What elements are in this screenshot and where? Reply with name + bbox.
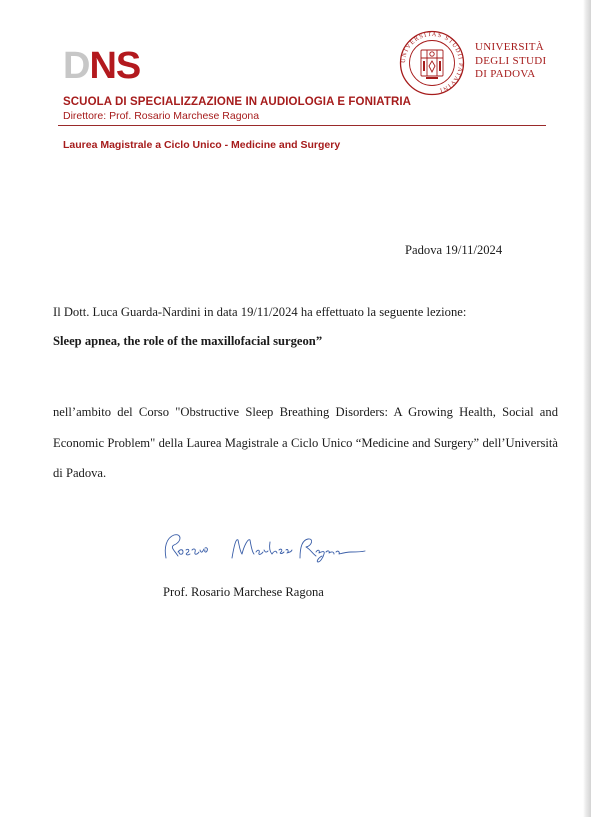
course-context: nell’ambito del Corso "Obstructive Sleep Breathing Disorders: A Growing Health, Social and Economic Problem" della Laurea Magistrale a Ciclo Unico “Medicine and Surgery” dell’Università di Padova. <box>53 405 558 480</box>
dns-logo-d: D <box>63 45 90 87</box>
letter-intro: Il Dott. Luca Guarda-Nardini in data 19/11/2024 ha effettuato la seguente lezione: <box>53 305 467 319</box>
university-seal-icon <box>399 30 465 96</box>
page-edge-shadow <box>583 0 591 817</box>
university-name-line3: DI PADOVA <box>475 68 536 80</box>
university-name-line1: UNIVERSITÀ <box>475 41 544 53</box>
signature-icon <box>160 528 370 568</box>
university-name <box>475 41 555 82</box>
director-line: Direttore: Prof. Rosario Marchese Ragona <box>63 110 260 122</box>
dns-logo-ns: NS <box>89 45 141 87</box>
university-name-line2: DEGLI STUDI <box>475 54 547 67</box>
lecture-title: Sleep apnea, the role of the maxillofacial surgeon” <box>53 334 323 348</box>
dns-logo <box>63 46 140 86</box>
degree-program: Laurea Magistrale a Ciclo Unico - Medicine and Surgery <box>63 139 341 151</box>
signer-name: Prof. Rosario Marchese Ragona <box>163 585 324 599</box>
header-divider <box>58 125 546 126</box>
letter-date: Padova 19/11/2024 <box>405 243 503 257</box>
school-title: SCUOLA DI SPECIALIZZAZIONE IN AUDIOLOGIA E FONIATRIA <box>63 96 412 108</box>
seal-ring-text: UNIVERSITAS STUDII PATAVINI <box>399 30 465 94</box>
